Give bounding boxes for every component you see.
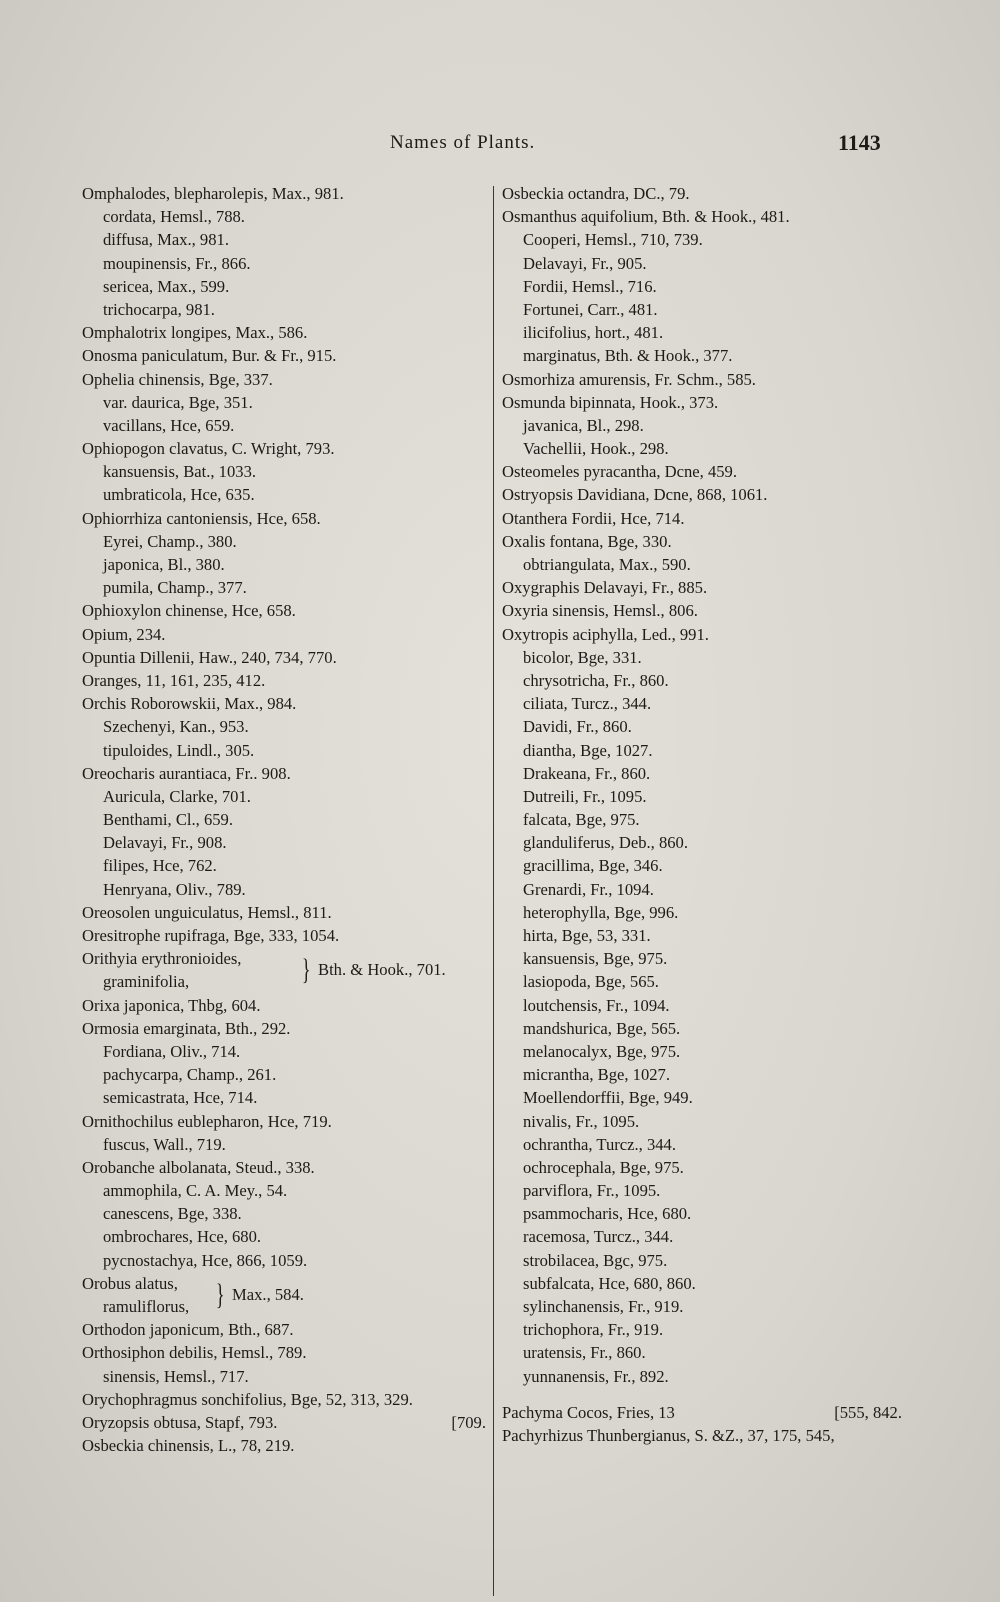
index-entry (82, 1388, 486, 1411)
entry-text: falcata, Bge, 975. (523, 810, 640, 830)
entry-text: vacillans, Hce, 659. (103, 415, 235, 435)
index-subentry (82, 878, 486, 901)
entry-text: melanocalyx, Bge, 975. (523, 1041, 681, 1061)
entry-text: pachycarpa, Champ., 261. (103, 1065, 277, 1085)
index-entry (82, 368, 486, 391)
index-subentry (502, 1202, 902, 1225)
left-column (82, 182, 486, 1457)
entry-text: Auricula, Clarke, 701. (103, 786, 251, 806)
index-entry (82, 1411, 486, 1434)
brace-glyph: } (215, 1277, 225, 1311)
entry-text: bicolor, Bge, 331. (523, 647, 642, 667)
index-entry (82, 344, 486, 367)
entry-text: heterophylla, Bge, 996. (523, 902, 679, 922)
index-subentry (82, 739, 486, 762)
index-subentry (82, 205, 486, 228)
index-subentry (502, 321, 902, 344)
entry-text: Osbeckia octandra, DC., 79. (502, 184, 690, 203)
index-subentry (502, 1110, 902, 1133)
entry-text: javanica, Bl., 298. (523, 415, 644, 435)
entry-line: Orithyia erythronioides, (82, 949, 242, 969)
entry-text: Osmanthus aquifolium, Bth. & Hook., 481. (502, 207, 790, 227)
brace-entry-orithyia (82, 947, 486, 993)
index-entry (82, 599, 486, 622)
index-entry (82, 321, 486, 344)
index-subentry (502, 901, 902, 924)
right-column (502, 182, 902, 1447)
index-subentry (502, 228, 902, 251)
index-subentry (82, 1225, 486, 1248)
entry-text: diantha, Bge, 1027. (523, 740, 653, 760)
entry-text: Delavayi, Fr., 905. (523, 253, 647, 273)
index-entry (502, 460, 902, 483)
entry-text: Drakeana, Fr., 860. (523, 763, 651, 783)
index-subentry (502, 1133, 902, 1156)
entry-text: micrantha, Bge, 1027. (523, 1065, 671, 1085)
index-entry (82, 437, 486, 460)
entry-text: ochrantha, Turcz., 344. (523, 1134, 677, 1154)
entry-text: Oxygraphis Delavayi, Fr., 885. (502, 578, 708, 598)
entry-text: glanduliferus, Deb., 860. (523, 833, 688, 853)
index-subentry (502, 1179, 902, 1202)
entry-text: Davidi, Fr., 860. (523, 717, 632, 737)
entry-text: gracillima, Bge, 346. (523, 856, 663, 876)
entry-line: graminifolia, (103, 972, 190, 992)
index-entry (82, 692, 486, 715)
entry-text: Ophiorrhiza cantoniensis, Hce, 658. (82, 508, 321, 528)
index-entry (82, 994, 486, 1017)
entry-text: Ostryopsis Davidiana, Dcne, 868, 1061. (502, 485, 768, 505)
left-entries-c (82, 1318, 486, 1457)
entry-text: Grenardi, Fr., 1094. (523, 879, 654, 899)
entry-text: trichocarpa, 981. (103, 299, 215, 319)
index-entry (82, 924, 486, 947)
entry-text: japonica, Bl., 380. (103, 555, 225, 574)
index-subentry (502, 808, 902, 831)
entry-text: loutchensis, Fr., 1094. (523, 995, 670, 1015)
entry-reference: Max., 584. (232, 1284, 304, 1304)
right-entries-b (502, 1401, 902, 1447)
index-subentry (82, 808, 486, 831)
index-subentry (82, 1086, 486, 1109)
entry-text: ammophila, C. A. Mey., 54. (103, 1181, 288, 1201)
entry-text: kansuensis, Bat., 1033. (103, 462, 257, 482)
index-subentry (502, 669, 902, 692)
index-entry (82, 507, 486, 530)
entry-text: Osteomeles pyracantha, Dcne, 459. (502, 462, 737, 482)
entry-text: sericea, Max., 599. (103, 276, 230, 296)
index-entry (82, 1434, 486, 1457)
index-subentry (502, 692, 902, 715)
index-subentry (502, 1295, 902, 1318)
entry-text: racemosa, Turcz., 344. (523, 1227, 674, 1247)
index-entry (82, 1341, 486, 1364)
index-subentry (502, 970, 902, 993)
entry-text: Omphalotrix longipes, Max., 586. (82, 323, 308, 343)
index-subentry (502, 1341, 902, 1364)
running-head (0, 132, 1000, 166)
index-entry (502, 530, 902, 553)
index-subentry (502, 437, 902, 460)
index-entry (82, 1017, 486, 1040)
index-subentry (502, 947, 902, 970)
index-subentry (502, 298, 902, 321)
entry-text: chrysotricha, Fr., 860. (523, 670, 669, 690)
entry-text: filipes, Hce, 762. (103, 856, 217, 876)
entry-text: Ophioxylon chinense, Hce, 658. (82, 601, 296, 621)
index-entry (502, 368, 902, 391)
entry-text: Opium, 234. (82, 624, 166, 644)
entry-continuation: [555, 842. (834, 1402, 902, 1422)
entry-text: Ornithochilus eublepharon, Hce, 719. (82, 1111, 332, 1131)
entry-text: obtriangulata, Max., 590. (523, 555, 691, 574)
entry-text: semicastrata, Hce, 714. (103, 1088, 258, 1108)
entry-text: hirta, Bge, 53, 331. (523, 926, 651, 945)
brace-entry-orobus (82, 1272, 486, 1318)
index-subentry (502, 785, 902, 808)
index-subentry (82, 1063, 486, 1086)
index-subentry (502, 924, 902, 947)
entry-text: yunnanensis, Fr., 892. (523, 1366, 669, 1386)
index-subentry (502, 1063, 902, 1086)
entry-text: nivalis, Fr., 1095. (523, 1111, 640, 1131)
index-subentry (82, 1133, 486, 1156)
entry-text: Moellendorffii, Bge, 949. (523, 1088, 693, 1108)
entry-text: subfalcata, Hce, 680, 860. (523, 1273, 696, 1293)
entry-reference: Bth. & Hook., 701. (318, 960, 446, 980)
entry-text: ciliata, Turcz., 344. (523, 694, 652, 714)
index-subentry (502, 715, 902, 738)
entry-text: Oreosolen unguiculatus, Hemsl., 811. (82, 902, 332, 922)
index-subentry (82, 1179, 486, 1202)
index-subentry (82, 460, 486, 483)
entry-text: canescens, Bge, 338. (103, 1204, 242, 1224)
entry-text: Orthodon japonicum, Bth., 687. (82, 1320, 294, 1340)
index-subentry (82, 1249, 486, 1272)
index-subentry (502, 854, 902, 877)
entry-text: umbraticola, Hce, 635. (103, 485, 255, 505)
index-entry (502, 623, 902, 646)
index-subentry (502, 1318, 902, 1341)
entry-text: var. daurica, Bge, 351. (103, 392, 253, 412)
entry-text: Vachellii, Hook., 298. (523, 439, 669, 459)
entry-text: Szechenyi, Kan., 953. (103, 717, 249, 737)
index-entry (82, 646, 486, 669)
index-entry (502, 1424, 902, 1447)
entry-text: Otanthera Fordii, Hce, 714. (502, 508, 685, 528)
entry-text: Opuntia Dillenii, Haw., 240, 734, 770. (82, 647, 337, 667)
index-subentry (82, 576, 486, 599)
entry-text: mandshurica, Bge, 565. (523, 1018, 681, 1038)
index-entry (502, 182, 902, 205)
entry-text: parviflora, Fr., 1095. (523, 1181, 661, 1201)
index-subentry (502, 252, 902, 275)
entry-text: pumila, Champ., 377. (103, 578, 247, 598)
right-entries-a (502, 182, 902, 1388)
entry-text: Omphalodes, blepharolepis, Max., 981. (82, 184, 344, 203)
index-entry (502, 483, 902, 506)
entry-text: Osbeckia chinensis, L., 78, 219. (82, 1436, 295, 1456)
entry-text: Oryzopsis obtusa, Stapf, 793. (82, 1412, 278, 1432)
entry-text: ilicifolius, hort., 481. (523, 323, 664, 343)
index-subentry (82, 483, 486, 506)
entry-text: Cooperi, Hemsl., 710, 739. (523, 230, 703, 250)
index-subentry (502, 553, 902, 576)
index-subentry (502, 762, 902, 785)
index-subentry (502, 994, 902, 1017)
entry-text: Delavayi, Fr., 908. (103, 833, 227, 853)
entry-text: Orychophragmus sonchifolius, Bge, 52, 313, 329. (82, 1389, 413, 1409)
index-subentry (502, 1249, 902, 1272)
entry-text: diffusa, Max., 981. (103, 230, 229, 250)
index-entry (82, 669, 486, 692)
index-subentry (502, 1040, 902, 1063)
page-number: 1143 (838, 130, 881, 155)
entry-text: Orthosiphon debilis, Hemsl., 789. (82, 1343, 307, 1363)
entry-text: Pachyrhizus Thunbergianus, S. &Z., 37, 175, 545, (502, 1425, 835, 1445)
entry-text: Oxytropis aciphylla, Led., 991. (502, 624, 709, 644)
column-divider (493, 186, 494, 1596)
index-entry (82, 623, 486, 646)
entry-text: Eyrei, Champ., 380. (103, 531, 237, 551)
index-subentry (82, 391, 486, 414)
index-subentry (502, 414, 902, 437)
index-entry (82, 762, 486, 785)
index-entry (82, 1156, 486, 1179)
entry-text: Dutreili, Fr., 1095. (523, 786, 647, 806)
index-subentry (502, 739, 902, 762)
index-subentry (82, 414, 486, 437)
entry-text: Oxalis fontana, Bge, 330. (502, 531, 672, 551)
index-entry (82, 1110, 486, 1133)
index-subentry (82, 252, 486, 275)
index-subentry (82, 1202, 486, 1225)
index-subentry (82, 715, 486, 738)
entry-text: lasiopoda, Bge, 565. (523, 972, 659, 992)
entry-text: fuscus, Wall., 719. (103, 1134, 226, 1154)
entry-text: Oreocharis aurantiaca, Fr.. 908. (82, 763, 291, 783)
index-subentry (502, 646, 902, 669)
left-entries-a (82, 182, 486, 947)
entry-text: Oresitrophe rupifraga, Bge, 333, 1054. (82, 926, 340, 945)
index-subentry (502, 1365, 902, 1388)
index-subentry (502, 1086, 902, 1109)
index-subentry (502, 878, 902, 901)
entry-text: Osmunda bipinnata, Hook., 373. (502, 392, 719, 412)
index-entry (82, 182, 486, 205)
index-subentry (502, 1225, 902, 1248)
entry-text: Oxyria sinensis, Hemsl., 806. (502, 601, 698, 621)
entry-text: Ormosia emarginata, Bth., 292. (82, 1018, 291, 1038)
entry-continuation: [709. (451, 1412, 486, 1432)
index-subentry (82, 298, 486, 321)
index-entry (502, 391, 902, 414)
index-entry (502, 1401, 902, 1424)
entry-text: kansuensis, Bge, 975. (523, 949, 668, 969)
page-title: Names of Plants. (390, 132, 536, 153)
index-subentry (82, 1040, 486, 1063)
section-spacer (502, 1388, 902, 1401)
index-subentry (82, 831, 486, 854)
index-subentry (502, 275, 902, 298)
entry-text: Oranges, 11, 161, 235, 412. (82, 670, 266, 690)
index-entry (502, 205, 902, 228)
index-subentry (82, 553, 486, 576)
entry-text: ochrocephala, Bge, 975. (523, 1157, 684, 1177)
index-entry (502, 507, 902, 530)
entry-text: Onosma paniculatum, Bur. & Fr., 915. (82, 346, 337, 366)
index-subentry (502, 344, 902, 367)
entry-text: ombrochares, Hce, 680. (103, 1227, 262, 1247)
entry-text: Benthami, Cl., 659. (103, 810, 233, 830)
left-entries-b (82, 994, 486, 1272)
index-subentry (502, 1272, 902, 1295)
entry-line: Orobus alatus, (82, 1273, 178, 1293)
entry-text: uratensis, Fr., 860. (523, 1343, 646, 1363)
index-entry (502, 599, 902, 622)
index-subentry (82, 854, 486, 877)
entry-text: trichophora, Fr., 919. (523, 1320, 664, 1340)
entry-text: Fortunei, Carr., 481. (523, 299, 658, 319)
index-subentry (82, 228, 486, 251)
entry-text: moupinensis, Fr., 866. (103, 253, 251, 273)
entry-text: Ophelia chinensis, Bge, 337. (82, 369, 273, 389)
index-subentry (82, 1365, 486, 1388)
index-subentry (82, 530, 486, 553)
entry-text: marginatus, Bth. & Hook., 377. (523, 346, 733, 366)
entry-text: sylinchanensis, Fr., 919. (523, 1297, 684, 1316)
entry-text: Osmorhiza amurensis, Fr. Schm., 585. (502, 369, 756, 389)
entry-text: pycnostachya, Hce, 866, 1059. (103, 1250, 308, 1270)
entry-text: strobilacea, Bgc, 975. (523, 1250, 668, 1270)
entry-text: Orobanche albolanata, Steud., 338. (82, 1157, 315, 1177)
entry-text: tipuloides, Lindl., 305. (103, 740, 255, 760)
entry-text: cordata, Hemsl., 788. (103, 207, 245, 227)
index-entry (82, 1318, 486, 1341)
entry-text: Fordiana, Oliv., 714. (103, 1041, 241, 1061)
entry-text: sinensis, Hemsl., 717. (103, 1366, 249, 1386)
index-entry (502, 576, 902, 599)
entry-text: Fordii, Hemsl., 716. (523, 276, 657, 296)
entry-line: ramuliflorus, (103, 1297, 190, 1317)
entry-text: Henryana, Oliv., 789. (103, 879, 246, 899)
index-subentry (502, 1017, 902, 1040)
entry-text: Pachyma Cocos, Fries, 13 (502, 1402, 675, 1422)
index-subentry (502, 1156, 902, 1179)
index-subentry (82, 275, 486, 298)
brace-glyph: } (301, 953, 311, 987)
entry-text: Orchis Roborowskii, Max., 984. (82, 694, 297, 714)
entry-text: Ophiopogon clavatus, C. Wright, 793. (82, 439, 335, 459)
entry-text: Orixa japonica, Thbg, 604. (82, 995, 261, 1015)
index-entry (82, 901, 486, 924)
entry-text: psammocharis, Hce, 680. (523, 1204, 692, 1224)
index-subentry (502, 831, 902, 854)
index-subentry (82, 785, 486, 808)
